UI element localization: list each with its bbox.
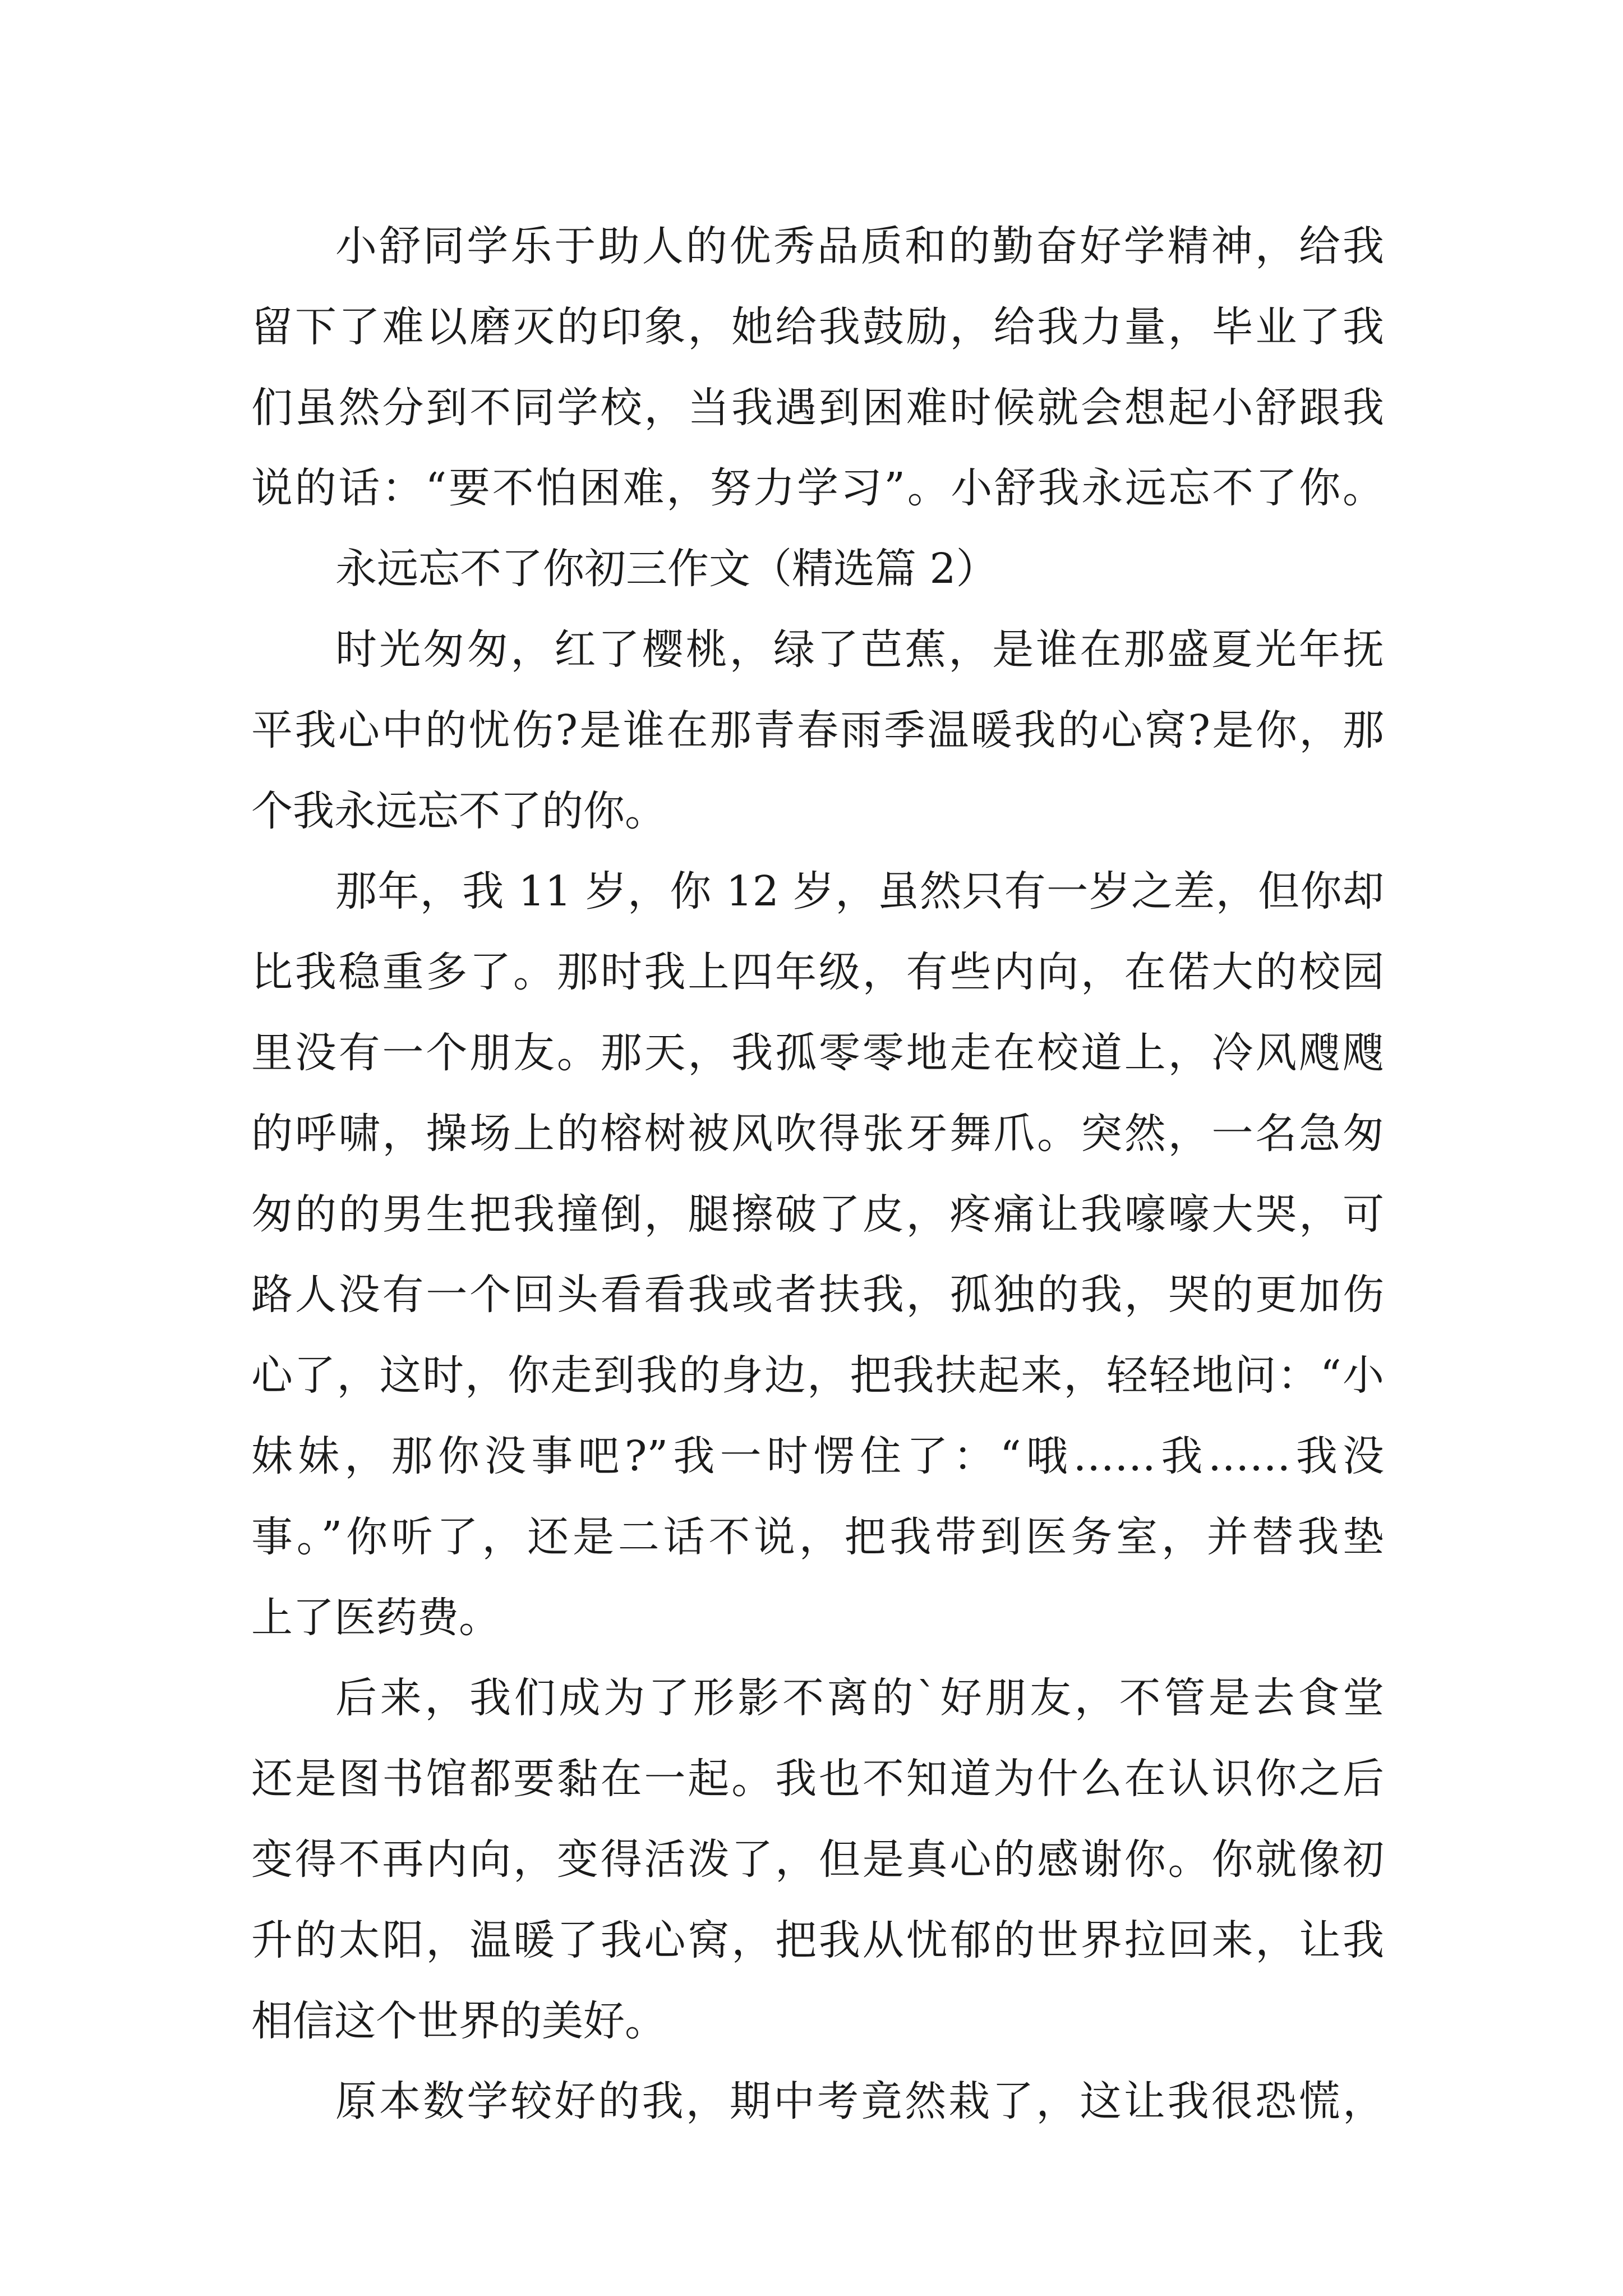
text-line: 里没有一个朋友。那天，我孤零零地走在校道上，冷风飕飕: [251, 1028, 1384, 1077]
body-text: [251, 206, 1384, 2142]
text-line: 心了，这时，你走到我的身边，把我扶起来，轻轻地问：“小: [251, 1351, 1384, 1400]
text-line: 上了医药费。: [251, 1593, 500, 1642]
text-line: 那年，我 11 岁，你 12 岁，虽然只有一岁之差，但你却: [335, 867, 1384, 916]
text-line: 平我心中的忧伤?是谁在那青春雨季温暖我的心窝?是你，那: [251, 706, 1384, 754]
text-line: 还是图书馆都要黏在一起。我也不知道为什么在认识你之后: [251, 1755, 1384, 1803]
text-line: 小舒同学乐于助人的优秀品质和的勤奋好学精神，给我: [335, 222, 1384, 270]
text-line: 后来，我们成为了形影不离的`好朋友，不管是去食堂: [335, 1674, 1384, 1723]
text-line: 说的话：“要不怕困难，努力学习”。小舒我永远忘不了你。: [251, 464, 1384, 513]
text-line: 升的太阳，温暖了我心窝，把我从忧郁的世界拉回来，让我: [251, 1916, 1384, 1964]
section-heading: 永远忘不了你初三作文（精选篇 2）: [335, 545, 998, 593]
text-line: 相信这个世界的美好。: [251, 1996, 666, 2045]
text-line: 们虽然分到不同学校，当我遇到困难时候就会想起小舒跟我: [251, 383, 1384, 432]
text-line: 变得不再内向，变得活泼了，但是真心的感谢你。你就像初: [251, 1835, 1384, 1884]
text-line: 妹妹，那你没事吧?”我一时愣住了：“哦……我……我没: [251, 1432, 1384, 1480]
text-line: 路人没有一个回头看看我或者扶我，孤独的我，哭的更加伤: [251, 1271, 1384, 1319]
text-line: 时光匆匆，红了樱桃，绿了芭蕉，是谁在那盛夏光年抚: [335, 625, 1384, 674]
text-line: 原本数学较好的我，期中考竟然栽了，这让我很恐慌，: [335, 2077, 1384, 2126]
text-line: 事。”你听了，还是二话不说，把我带到医务室，并替我垫: [251, 1512, 1384, 1561]
text-line: 的呼啸，操场上的榕树被风吹得张牙舞爪。突然，一名急匆: [251, 1109, 1384, 1158]
text-line: 比我稳重多了。那时我上四年级，有些内向，在偌大的校园: [251, 948, 1384, 997]
text-line: 匆的的男生把我撞倒，腿擦破了皮，疼痛让我嚎嚎大哭，可: [251, 1190, 1384, 1239]
text-line: 个我永远忘不了的你。: [251, 786, 666, 835]
text-line: 留下了难以磨灭的印象，她给我鼓励，给我力量，毕业了我: [251, 302, 1384, 351]
